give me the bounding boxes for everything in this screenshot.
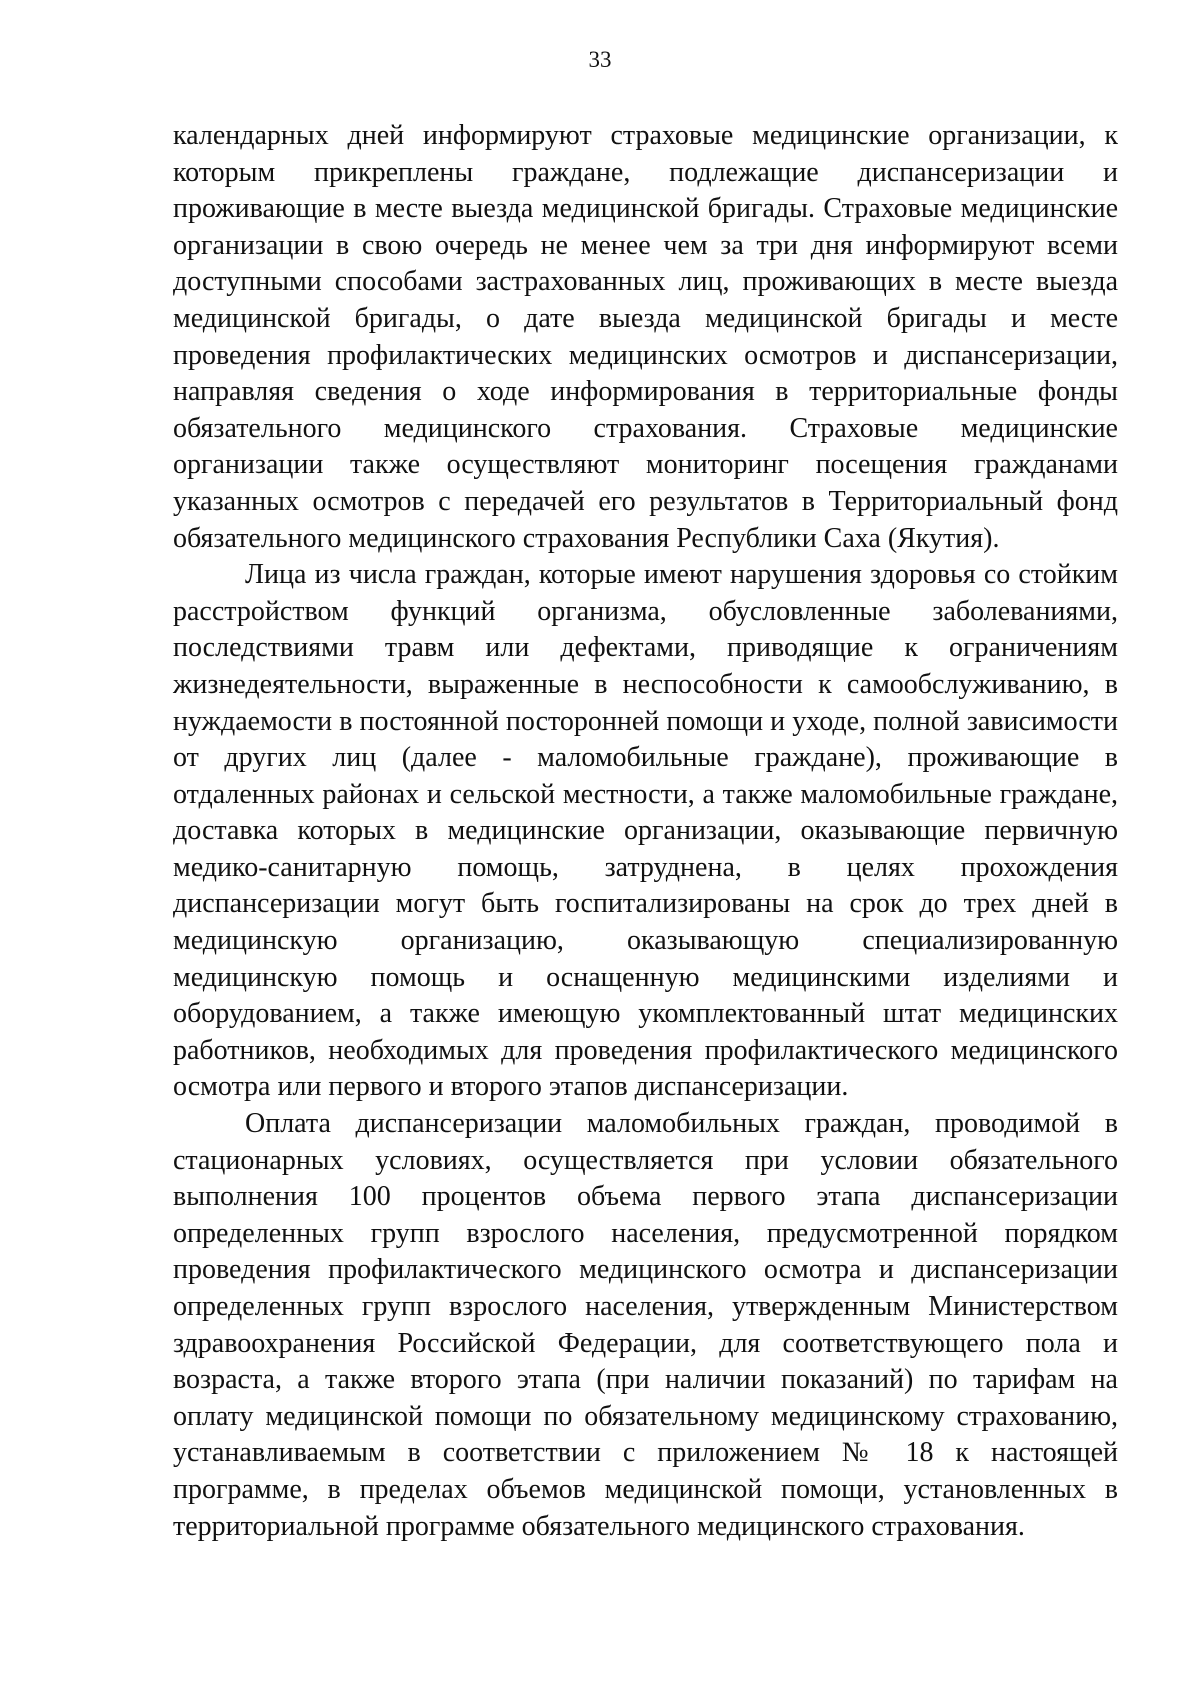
paragraph-limited-mobility-citizens: Лица из числа граждан, которые имеют нарушения здоровья со стойким расстройством функций организма, обусловленные заболеваниями, последствиями травм или дефектами, приводящие к ограничениям жизнедеятельности, выраженные в неспособности к самообслуживанию, в нуждаемости в постоянной посторонней помощи и уходе, полной зависимости от других лиц (далее - маломобильные граждане), проживающие в отдаленных районах и сельской местности, а также маломобильные граждане, доставка которых в медицинские организации, оказывающие первичную медико-санитарную помощь, затруднена, в целях прохождения диспансеризации могут быть госпитализированы на срок до трех дней в медицинскую организацию, оказывающую специализированную медицинскую помощь и оснащенную медицинскими изделиями и оборудованием, а также имеющую укомплектованный штат медицинских работников, необходимых для проведения профилактического медицинского осмотра или первого и второго этапов диспансеризации. bbox=[173, 559, 1118, 1103]
page-number: 33 bbox=[588, 47, 612, 72]
paragraph-continuation: календарных дней информируют страховые медицинские организации, к которым прикреплены граждане, подлежащие диспансеризации и проживающие в месте выезда медицинской бригады. Страховые медицинские организации в свою очередь не менее чем за три дня информируют всеми доступными способами застрахованных лиц, проживающих в месте выезда медицинской бригады, о дате выезда медицинской бригады и месте проведения профилактических медицинских осмотров и диспансеризации, направляя сведения о ходе информирования в территориальные фонды обязательного медицинского страхования. Страховые медицинские организации также осуществляют мониторинг посещения гражданами указанных осмотров с передачей его результатов в Территориальный фонд обязательного медицинского страхования Республики Саха (Якутия). bbox=[173, 120, 1118, 554]
document-body bbox=[173, 118, 1118, 1545]
paragraph-payment-terms: Оплата диспансеризации маломобильных граждан, проводимой в стационарных условиях, осуществляется при условии обязательного выполнения 100 процентов объема первого этапа диспансеризации определенных групп взрослого населения, предусмотренной порядком проведения профилактического медицинского осмотра и диспансеризации определенных групп взрослого населения, утвержденным Министерством здравоохранения Российской Федерации, для соответствующего пола и возраста, а также второго этапа (при наличии показаний) по тарифам на оплату медицинской помощи по обязательному медицинскому страхованию, устанавливаемым в соответствии с приложением № 18 к настоящей программе, в пределах объемов медицинской помощи, установленных в территориальной программе обязательного медицинского страхования. bbox=[173, 1108, 1118, 1542]
